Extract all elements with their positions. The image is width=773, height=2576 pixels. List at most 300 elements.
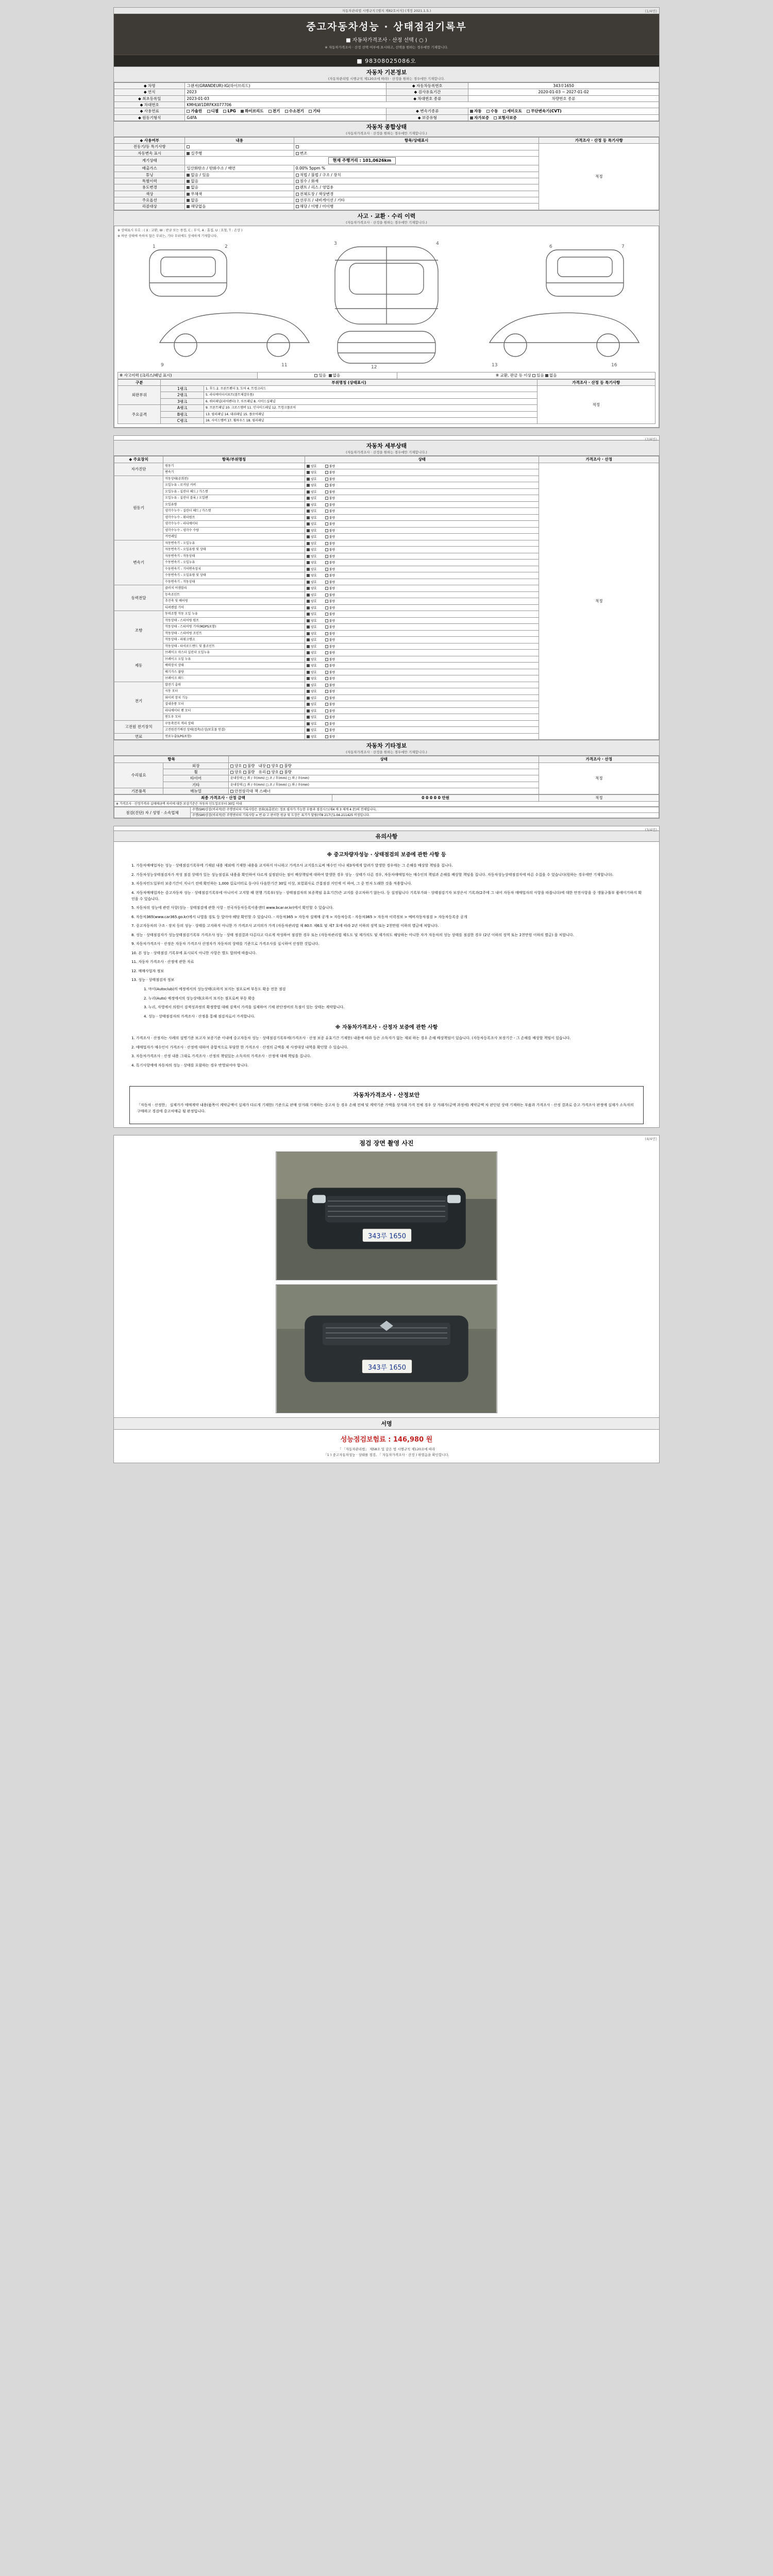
row-label-0: 전동기/등 특기사항	[114, 144, 185, 150]
photo1-plate-text: 343루 1650	[368, 1232, 406, 1241]
detail-item-label: 브레이크 패드	[163, 675, 305, 682]
detail-item-label: 오일누유 - 로커암 커버	[163, 482, 305, 489]
section-title-detail: 자동차 세부상태	[366, 443, 407, 450]
detail-item-state[interactable]: 양호 불량	[305, 547, 539, 553]
svg-text:16: 16	[611, 363, 617, 368]
warranty-options[interactable]	[468, 114, 659, 121]
section-title-other: 자동차 기타정보	[366, 742, 407, 750]
detail-item-label: 실내송풍 모터	[163, 701, 305, 708]
transmission-option-manual[interactable]: 수동	[486, 109, 498, 113]
detail-group-연료: 연료	[114, 733, 163, 740]
detail-item-label: 냉각수누수 - 라디에이터	[163, 521, 305, 528]
row-label-1: 자동변속 표시	[114, 150, 185, 156]
detail-item-label: 배력장치 상태	[163, 663, 305, 669]
detail-group-고전원 전기장치: 고전원 전기장치	[114, 720, 163, 733]
detail-item-state[interactable]: 양호 불량	[305, 540, 539, 547]
detail-item-state[interactable]: 양호 불량	[305, 527, 539, 534]
row-label-5: 특별이력	[114, 178, 185, 184]
damage-diagram-panel	[114, 226, 659, 428]
inspection-insurance-fee: 성능점검보험료 : 146,980 원	[340, 1436, 433, 1444]
other-item-2: 타이어	[163, 775, 229, 782]
section-header-other	[114, 740, 659, 756]
page-1	[113, 7, 660, 428]
table-row	[114, 108, 659, 114]
detail-item-state[interactable]: 양호 불량	[305, 675, 539, 682]
panel-group-outer: 외판부위	[118, 386, 161, 405]
guarantee-box	[129, 1086, 644, 1124]
detail-item-state[interactable]: 양호 불량	[305, 501, 539, 508]
row-label-7: 색상	[114, 191, 185, 197]
notice-paragraph: 7. 중고자동차의 구조 · 장치 등의 성능 · 상태를 고지하지 아니한 가 가격조사 교지의가 가격 (자동차관리법 제 80조 제6호 및 제7 호에 따라 2년 이하의 징역 또는 2천만원 이하의 별금에 처합니다.	[131, 924, 439, 928]
inspector-table	[114, 807, 659, 818]
value-vin-type: 차량번호 종류	[468, 95, 659, 101]
detail-item-label: 추진축 및 베어링	[163, 598, 305, 605]
detail-item-state[interactable]: 양호 불량	[305, 488, 539, 495]
detail-item-label: 발전기 출력	[163, 682, 305, 688]
detail-item-label: 작동상태 - 스티어링 펌프	[163, 617, 305, 624]
accident-history-options[interactable]: 있음 없음	[258, 372, 397, 379]
label-inspection-period: ◆ 검사유효기간	[386, 89, 468, 95]
fuel-option-lpg[interactable]: LPG	[223, 109, 236, 113]
svg-text:13: 13	[492, 363, 498, 368]
detail-item-state[interactable]: 양호 불량	[305, 514, 539, 521]
svg-text:4: 4	[436, 241, 439, 247]
col-item-remarks: 가격조사 · 산정	[539, 456, 659, 463]
detail-item-state[interactable]: 양호 불량	[305, 688, 539, 695]
panel-rank-table	[117, 379, 656, 425]
row-a-7[interactable]: 무채색	[185, 191, 294, 197]
section-header-detail	[114, 440, 659, 456]
col-panel-group: 구분	[118, 379, 161, 385]
notice-paragraph: 8. 성능 · 상태점검자가 성능상태점검기록부 가격조사 성능 · 상태 정검결과 다른다고 다르게 작성하여 점검한 경우 또는 (자동차관리법 제도도 및 제가의도 및 제가의도 해당하는 아니한 자가 자동차의 성능 상태를 점검한 경우 (2년 이하의 징역 또는 2천만원 이하의 별금) 을 처합니다.	[131, 933, 574, 937]
svg-text:7: 7	[621, 244, 625, 250]
detail-item-state[interactable]: 양호 불량	[305, 521, 539, 528]
footnote-line-1: 「 「자동차관리법」 제58조 및 같은 법 시행규칙 제120조에 따라	[338, 1447, 435, 1452]
detail-item-label: 작동상태 - 타이로드엔드 및 볼조인트	[163, 643, 305, 650]
table-header-row	[118, 379, 656, 385]
repair-history-options[interactable]: ※ 교환, 판금 등 이상 있음 없음	[397, 372, 656, 379]
detail-item-state[interactable]: 양호 불량	[305, 591, 539, 598]
detail-item-label: 원동기	[163, 463, 305, 469]
transmission-option-auto[interactable]: 자동	[470, 109, 482, 113]
detail-group-자가진단: 자가진단	[114, 463, 163, 476]
section-header-overall	[114, 121, 659, 137]
detail-item-label: 작동상태 - 스티어링 조인트	[163, 630, 305, 637]
panel-remarks-cell: 적정	[537, 386, 655, 424]
detail-item-state[interactable]: 양호 불량	[305, 572, 539, 579]
row-b-9[interactable]: 해당 / 이행 / 미이행	[294, 204, 539, 210]
detail-item-state[interactable]: 양호 불량	[305, 682, 539, 688]
col-remarks: 가격조사 · 산정 등 특기사항	[539, 138, 659, 144]
section-note-other: (자동차가격조사 · 산정을 원하는 경우에만 기재합니다.)	[346, 750, 427, 755]
detail-item-state[interactable]: 양호 불량	[305, 720, 539, 727]
car-damage-diagram	[117, 240, 656, 368]
row-label-4: 튜닝	[114, 172, 185, 178]
detail-item-state[interactable]: 양호 불량	[305, 663, 539, 669]
mileage-value: 현재 주행거리 : 101,0626km	[328, 157, 396, 164]
notice-paragraph: 11. 자동차 가격조사 · 산정에 관한 자료	[131, 960, 194, 964]
svg-text:6: 6	[549, 244, 552, 250]
detail-item-state[interactable]: 양호 불량	[305, 476, 539, 482]
page-3	[113, 826, 660, 1128]
section-title-notice: 유의사항	[375, 833, 398, 840]
notice-paragraph: 1. 가동차매매업자는 성능 · 상태점검기록부에 기재된 내용 제외에 기재한 내용을 교지하지 아니하고 가격조사 교지를드로써 매수인 이나 제3자에게 알려가 발생한 경우에는 그 손해를 배상할 책임을 집니다.	[131, 863, 453, 868]
table-header-row	[114, 138, 659, 144]
notice-paragraph: 10. 본 성능 · 상태점검 기록부에 표시되지 아니한 사항은 별도 합의에 따릅니다.	[131, 951, 257, 955]
detail-item-label: 냉각수누수 - 워터펌프	[163, 514, 305, 521]
detail-item-state[interactable]: 양호 불량	[305, 714, 539, 721]
diagram-note-2: ※ 하단 상태에 속하지 않은 부위는, 기타 부위에도 상세하게 기재합니다.	[117, 234, 218, 239]
signature-section-header: 서명	[114, 1417, 659, 1430]
value-vin: KMHLW1DRFKX077706	[185, 101, 659, 108]
detail-item-state[interactable]: 양호 불량	[305, 604, 539, 611]
detail-item-label: 수동변속기 - 오일유량 및 상태	[163, 572, 305, 579]
detail-item-state[interactable]: 양호 불량	[305, 579, 539, 585]
form-code-strip: 자동차관리법 시행규칙 [별지 제82호서식] (개정 2021.1.5.)	[114, 8, 659, 14]
detail-item-state[interactable]: 양호 불량	[305, 482, 539, 489]
document-title-note: ※ 자동차가격조사 · 산정 선택 여부에 표시하고, 선택을 원하는 경우에만 기재합니다.	[325, 45, 448, 49]
col-other-item: 항목	[114, 756, 229, 762]
notice-paragraph: 2. 누리(Auto) 예정에서의 성능상태(요하지 보지는 점포로써 부동 확응	[144, 996, 255, 1001]
detail-item-label: 브레이크 마스터 실린더 오일누유	[163, 650, 305, 656]
row-b-4[interactable]: 적법 / 불법 / 구조 / 장치	[294, 172, 539, 178]
detail-item-label: 브레이크 오일 누유	[163, 656, 305, 663]
other-state-0[interactable]: 양호 불량 내장 양호 불량	[228, 762, 539, 769]
row-label-8: 주요옵션	[114, 197, 185, 204]
fuel-option-electric[interactable]: 전기	[268, 109, 280, 113]
notice-paragraph: 3. 자동차인도일부터 보증기간이 지나기 전에 확인하는 1,000 킬로미터로 동시다 다음한기간 30일 이상, 보험회사로 간접점검 지인에 이 하여, 그 중 먼저 도래한 것을 적용합니다.	[131, 882, 412, 886]
value-year: 2023	[185, 89, 386, 95]
document-subtitle: ■ 자동차가격조사 · 산정 선택 ( ○ )	[346, 38, 427, 43]
row-b-5[interactable]: 침수 / 화재	[294, 178, 539, 184]
detail-item-state[interactable]: 양호 불량	[305, 733, 539, 740]
section-title-basic-info: 자동차 기본정보	[366, 69, 407, 76]
row-a-4[interactable]: 없음 / 있음	[185, 172, 294, 178]
accident-history-label: ※ 사고이력 (크리스/패널 표시)	[118, 372, 258, 379]
label-car-name: ◆ 차명	[114, 82, 185, 89]
detail-item-label: 수동변속기 - 오일누유	[163, 560, 305, 566]
detail-item-label: 자동변속기 - 작동상태	[163, 553, 305, 560]
inspector-text-2: 주행(SM)상검(비리적)한 주행센터의 기록사항 = 번 O 고 판이한 원금 및 도장은 표기가 달림(약8 217년1-04-211425 비정입니다.	[190, 812, 659, 818]
section-header-basic-info	[114, 66, 659, 82]
row-a-0[interactable]	[185, 144, 294, 150]
panel-items-b: 13. 필러패널 14. 대쉬패널 15. 플로어패널	[204, 411, 537, 417]
notice-paragraph: 2. 매매업자가 매수인이 가격조사 · 산정에 대하여 종합적으로 부담한 한 가격조사 · 산정의 금액을 제 사정대상 내역을 확인할 수 있습니다.	[131, 1045, 348, 1049]
table-row	[114, 82, 659, 89]
notice-paragraph: 4. 성능 · 상태점검자의 가격조사 · 산정을 통해 점검자로서 가격합니다.	[144, 1014, 255, 1019]
table-row	[118, 386, 656, 392]
panel-items-1: 1. 후드 2. 프론트펜더 3. 도어 4. 트렁크리드	[204, 386, 537, 392]
inspector-label: 점검(진단) 자 / 성명 · 소속업체	[114, 807, 191, 818]
detail-item-state[interactable]: 양호 불량	[305, 650, 539, 656]
row-a-6[interactable]: 없음	[185, 184, 294, 191]
detail-item-label: 냉각수누수 - 실린더 헤드 / 가스켓	[163, 508, 305, 515]
panel-items-c: 16. 사이드멤버 17. 휠하우스 18. 필러패널	[204, 417, 537, 423]
panel-rank-2: 2랭크	[161, 392, 204, 398]
detail-item-state[interactable]: 양호 불량	[305, 585, 539, 592]
other-state-3[interactable]: 윤내상태 □ 좌 / 우(mm) □ 초 / 후(mm) □ 좌 / 우(mm)	[228, 782, 539, 788]
notice-subtitle-1: ※ 중고차량자성능 · 상태점검의 보증에 관한 사항 등	[327, 852, 446, 858]
detail-item-label: 작동상태 - 파워크랭크	[163, 637, 305, 643]
detail-item-state[interactable]: 양호 불량	[305, 508, 539, 515]
detail-item-state[interactable]: 양호 불량	[305, 701, 539, 708]
detail-table-body	[114, 463, 659, 740]
col-other-remarks: 가격조사 · 산정	[539, 756, 659, 762]
table-row	[118, 372, 656, 379]
panel-rank-1: 1랭크	[161, 386, 204, 392]
overall-condition-table	[114, 137, 659, 210]
col-usage: ◆ 사용여부	[114, 138, 185, 144]
panel-items-2: 5. 라디에이터서포트(볼트체결부품)	[204, 392, 537, 398]
value-car-name: 그랜저(GRANDEUR)-IG(하이브리드)	[185, 82, 386, 89]
detail-item-state[interactable]: 양호 불량	[305, 469, 539, 476]
detail-item-state[interactable]: 양호 불량	[305, 598, 539, 605]
value-engine-type: G4FA	[185, 114, 386, 121]
detail-item-label: 동력조향 작동 오일 누유	[163, 611, 305, 618]
label-vin: ◆ 차대번호	[114, 101, 185, 108]
detail-item-state[interactable]: 양호 불량	[305, 463, 539, 469]
table-row	[114, 463, 659, 469]
notice-paragraph: 13. 성능 · 상태점검자 정보	[131, 978, 175, 982]
value-first-registration: 2023-01-03	[185, 95, 386, 101]
detail-item-label: 윈도우 모터	[163, 714, 305, 721]
notice-paragraph: 3. 자동차가격조사 · 산정 내용 그대로 가격조사 · 산정의 책임있는 소득자의 가격조사 · 산정에 대해 책임을 집니다.	[131, 1054, 311, 1059]
row-label-3: 배출가스	[114, 165, 185, 172]
col-other-state: 상태	[228, 756, 539, 762]
table-row	[114, 101, 659, 108]
detail-item-label: 수동변속기 - 기어변속장치	[163, 566, 305, 572]
accident-history-table	[117, 372, 656, 379]
inspection-photo-rear	[276, 1284, 497, 1413]
guarantee-text: 「자동차 · 산정한」 실제가가 매매계약 내용(품목이 계약금액이 실제가 다르게 기재한) 기준으로 판매 상거래 기재하는 중고차 등 경우 손해 전체 및 계약기준 가액을 상거래 가격 전체 경우 상 거래가(금액 과정에) 계약금액 차 판단된 상태 기재하는 부품과 가격조사 · 산정 결과로 중고 가격조사 판정에 실제가 소득자의 구매하고 경검에 중고차매금 될 판정입니다.	[137, 1103, 634, 1114]
svg-text:2: 2	[225, 244, 228, 250]
transmission-option-cvt[interactable]: 무단변속기(CVT)	[527, 109, 562, 113]
panel-group-frame: 주요골격	[118, 405, 161, 424]
detail-remarks-cell: 적정	[539, 463, 659, 740]
page-corner-mark: (1/4면)	[645, 9, 657, 13]
fuel-option-gasoline[interactable]: 가솔린	[187, 109, 202, 113]
label-plate: ◆ 자동차등록번호	[386, 82, 468, 89]
notice-item-list	[131, 863, 642, 984]
detail-item-state[interactable]: 양호 불량	[305, 534, 539, 540]
detail-item-state[interactable]: 양호 불량	[305, 566, 539, 572]
label-year: ◆ 연식	[114, 89, 185, 95]
other-item-0: 외장	[163, 762, 229, 769]
svg-text:11: 11	[281, 363, 288, 368]
label-engine-type: ◆ 원동기형식	[114, 114, 185, 121]
fuel-option-diesel[interactable]: 디젤	[207, 109, 219, 113]
inspection-photo-front	[276, 1151, 497, 1280]
value-plate: 343루1650	[468, 82, 659, 89]
svg-text:9: 9	[161, 363, 164, 368]
notice-paragraph: 3. 누리, 자영에서 의원이 검색성과정의 확정방법 대해 검색서 가격을 실제하여 기체 판단정비의 독점이 있는 상태는 계약합니다.	[144, 1005, 345, 1010]
row-label-9: 리콜대상	[114, 204, 185, 210]
row-a-8[interactable]: 없음	[185, 197, 294, 204]
svg-text:1: 1	[153, 244, 156, 250]
detail-item-state[interactable]: 양호 불량	[305, 611, 539, 618]
label-vin-type: ◆ 차대번호 종류	[386, 95, 468, 101]
col-panel-remarks: 가격조사 · 산정 등 특기사항	[537, 379, 655, 385]
row-b-8[interactable]: 선루프 / 내비게이션 / 기타	[294, 197, 539, 204]
detail-item-label: 라디에이터 팬 모터	[163, 707, 305, 714]
table-row	[114, 144, 659, 150]
fuel-option-hydrogen[interactable]: 수소전기	[285, 109, 304, 113]
label-transmission: ◆ 변속기종류	[386, 108, 468, 114]
section-note-overall: (자동차가격조사 · 산정을 원하는 경우에만 기재합니다.)	[346, 131, 427, 135]
section-header-accident	[114, 210, 659, 226]
notice-paragraph: 4. 자동차매매업자는 중고자동차 성능 · 상태점검기록부에 아니어서 고지할 때 현행 기록부(성능 · 상태점검자의 보증책임 유효기간)은 교지를 중고차하기 않는다. 등 설정됩니다 기록부가와 · 상태점검기자 보장은서 기록과(2주에 그 내어 자동차 매매업자의 사항을 따릅니다)에 대한 안전사항을 중 생물규툴부 품에이기하지 확인을 수 있습니다.	[131, 890, 642, 901]
other-group-basic: 기본품목	[114, 788, 163, 794]
diagram-note-1: ※ 상태표시 부호 : ( X : 교환, W : 판금 또는 용접, C : 부식, A : 흠집, U : 요철, T : 손상 )	[117, 228, 243, 232]
notice-subtitle-2: ※ 자동차가격조사 · 산정자 보증에 관한 사항	[335, 1025, 438, 1031]
detail-item-label: 작동상태(공회전)	[163, 476, 305, 482]
detail-item-label: 변속기	[163, 469, 305, 476]
row-b-3: 0.00% 5ppm %	[294, 165, 539, 172]
detail-item-state[interactable]: 양호 불량	[305, 694, 539, 701]
detail-item-state[interactable]: 양호 불량	[305, 707, 539, 714]
page-corner-mark-4: (4/4면)	[645, 1137, 657, 1142]
fuel-option-other[interactable]: 기타	[309, 109, 321, 113]
detail-item-label: 고전원전기배선 상태(접촉/손상/보호물 연결)	[163, 727, 305, 734]
section-header-notice	[114, 831, 659, 842]
detail-item-label: 오일누유 - 실린더 블록 / 오일팬	[163, 495, 305, 502]
mileage-display	[185, 157, 539, 165]
row-b-6[interactable]: 렌트 / 리스 / 영업용	[294, 184, 539, 191]
basic-info-table	[114, 82, 659, 121]
section-title-accident: 사고 · 교환 · 수리 이력	[357, 212, 416, 219]
other-state-2[interactable]: 윤내상태 □ 좌 / 우(mm) □ 초 / 후(mm) □ 좌 / 우(mm)	[228, 775, 539, 782]
transmission-option-semi[interactable]: 세미오토	[503, 109, 522, 113]
notice-paragraph: 9. 자동차가격조사 · 산정은 자동차 가격조사 산정자가 자동차의 상태를 기준으로 가격조사를 실시하여 산정한 것입니다.	[131, 942, 320, 946]
document-title: 중고자동차성능 · 상태점검기록부	[306, 21, 467, 32]
row-b-0[interactable]	[294, 144, 539, 150]
guarantee-title: 자동차가격조사 · 산정보안	[353, 1092, 420, 1099]
panel-rank-c: C랭크	[161, 417, 204, 423]
col-item-name: 항목/부위명칭	[163, 456, 305, 463]
warranty-option-insurer[interactable]: 보험사보증	[494, 115, 516, 120]
detail-item-label: 오일누유 - 실린더 헤드 / 가스켓	[163, 488, 305, 495]
notice-paragraph: 12. 매매사업자 정보	[131, 969, 164, 973]
label-first-registration: ◆ 최초등록일	[114, 95, 185, 101]
row-label-6: 용도변경	[114, 184, 185, 191]
car-number-bar: ■ 98308025086오	[114, 55, 659, 66]
notice-paragraph: 4. 특기사항에에 자동차의 성능 · 상태를 포함하는 경우 반영되어야 합니다.	[131, 1063, 249, 1067]
detail-item-state[interactable]: 양호 불량	[305, 630, 539, 637]
fuel-option-hybrid[interactable]: 하이브리드	[241, 109, 263, 113]
col-main-device: ◆ 주요장치	[114, 456, 163, 463]
table-row	[114, 762, 659, 769]
remarks-cell-overall: 적정	[539, 144, 659, 210]
detail-item-label: 오일유량	[163, 501, 305, 508]
other-item-1: 휠	[163, 769, 229, 775]
detail-item-label: 와이퍼 장치 기능	[163, 694, 305, 701]
detail-group-조향: 조향	[114, 611, 163, 650]
detail-item-state[interactable]: 양호 불량	[305, 495, 539, 502]
detail-item-label: 시동 모터	[163, 688, 305, 695]
document-title-block	[114, 14, 659, 55]
notice-paragraph: 5. 자동차의 성능에 관련 사항(성능 · 상태점검에 관한 사항 · 전국자동차등록이용센터 www.bcar.or.kr)에서 확인할 수 있습니다.	[131, 906, 334, 910]
detail-item-label: 냉각수누수 - 냉각수 수량	[163, 527, 305, 534]
detail-item-label: 자동변속기 - 오일누유	[163, 540, 305, 547]
warranty-option-self[interactable]: 자가보증	[470, 115, 489, 120]
detail-item-state[interactable]: 양호 불량	[305, 560, 539, 566]
notice-paragraph: 1. 마이(Autoclub)의 예정에서의 성능상태(요하지 보지는 점포로써 부동도 확응 전문 점검	[144, 987, 286, 991]
final-price-remarks: 적정	[539, 795, 659, 801]
detail-item-state[interactable]: 양호 불량	[305, 637, 539, 643]
photo-footnote	[114, 1445, 659, 1463]
table-row	[114, 795, 659, 801]
detail-item-state[interactable]: 양호 불량	[305, 617, 539, 624]
detail-group-변속기: 변속기	[114, 540, 163, 585]
row-label-2: 계기상태	[114, 157, 185, 165]
detail-item-label: 커먼레일	[163, 534, 305, 540]
value-inspection-period: 2020-01-03 ~ 2027-01-02	[468, 89, 659, 95]
panel-items-3: 6. 쿼터패널(리어펜더) 7. 루프패널 8. 사이드실패널	[204, 398, 537, 404]
row-a-9[interactable]: 해당없음	[185, 204, 294, 210]
transmission-options[interactable]	[468, 108, 659, 114]
row-a-5[interactable]: 없음	[185, 178, 294, 184]
notice-paragraph: 1. 가격조사 · 산정자는 사례의 설명기준 보고자 보증기준 이내에 중고자동차 성능 · 상태점검기록부에(가격조사 · 산정 보증 유효기간 기재한) 내용에 따라 등은 소득자가 없는 제외 하는 경우 손해 배상책임이 있습니다. (자동차등록조사 보장기간 - 그 손해를 배상할 책임이 있습니다.	[131, 1036, 571, 1041]
detail-group-제동: 제동	[114, 650, 163, 682]
detail-item-state[interactable]: 양호 불량	[305, 624, 539, 631]
other-state-4[interactable]: 안전삼각대 잭 스패너	[228, 788, 539, 794]
notice-body	[114, 842, 659, 1081]
photo-section-title: 점검 장면 촬영 사진	[359, 1140, 414, 1147]
page-corner-mark-2: (2/4면)	[645, 437, 657, 442]
detail-item-label: 자동변속기 - 오일유량 및 상태	[163, 547, 305, 553]
other-info-table	[114, 756, 659, 794]
detail-item-state[interactable]: 양호 불량	[305, 643, 539, 650]
col-panel-name: 부위명칭 (상태표시)	[161, 379, 537, 385]
label-warranty: ◆ 보증유형	[386, 114, 468, 121]
section-title-overall: 자동차 종합상태	[366, 124, 407, 130]
page-corner-mark-3: (3/4면)	[645, 828, 657, 833]
section-note-basic-info: (자동차관리법 시행규칙 제120조에 따라) · 산정을 원하는 경우에만 기재합니다.	[328, 76, 445, 81]
other-group-repair: 수리필요	[114, 762, 163, 788]
panel-rank-b: B랭크	[161, 411, 204, 417]
detail-item-state[interactable]: 양호 불량	[305, 669, 539, 675]
table-row	[114, 114, 659, 121]
row-b-7[interactable]: 전체도장 / 색상변경	[294, 191, 539, 197]
detail-item-state[interactable]: 양호 불량	[305, 553, 539, 560]
table-row	[114, 801, 659, 807]
panel-rank-a: A랭크	[161, 405, 204, 411]
row-b-1[interactable]: 변조	[294, 150, 539, 156]
panel-rank-3: 3랭크	[161, 398, 204, 404]
final-price-value: 0 0 0 0 0 만원	[332, 795, 539, 801]
table-row	[114, 812, 659, 818]
detail-group-원동기: 원동기	[114, 476, 163, 540]
detail-item-state[interactable]: 양호 불량	[305, 727, 539, 734]
detail-item-label: 작동상태 - 스티어링 기어(MDPS포함)	[163, 624, 305, 631]
detail-item-label: 구동축전지 격리 상태	[163, 720, 305, 727]
panel-items-a: 9. 프론트패널 10. 크로스멤버 11. 인사이드패널 12. 트렁크플로어	[204, 405, 537, 411]
other-item-3: 기타	[163, 782, 229, 788]
label-fuel: ◆ 사용연료	[114, 108, 185, 114]
row-a-1[interactable]: 실주행	[185, 150, 294, 156]
other-state-1[interactable]: 양호 불량 유리 양호 불량	[228, 769, 539, 775]
detail-item-state[interactable]: 양호 불량	[305, 656, 539, 663]
detail-condition-table	[114, 456, 659, 740]
final-price-table	[114, 794, 659, 807]
page-2	[113, 435, 660, 819]
section-note-detail: (자동차가격조사 · 산정을 원하는 경우에만 기재합니다.)	[346, 450, 427, 455]
detail-group-동력전달: 동력전달	[114, 585, 163, 611]
other-item-4: 매뉴얼	[163, 788, 229, 794]
col-content: 내용	[185, 138, 294, 144]
inspector-text-1: 주행(SM)상검(비리적)한 주행센터의 기록사항은 중화(표출된)는 정보 필자가 가능한 부품과 점검시스(제4 제 3 제계 4 문)의 전체입니다.	[190, 807, 659, 813]
fuel-options[interactable]	[185, 108, 386, 114]
